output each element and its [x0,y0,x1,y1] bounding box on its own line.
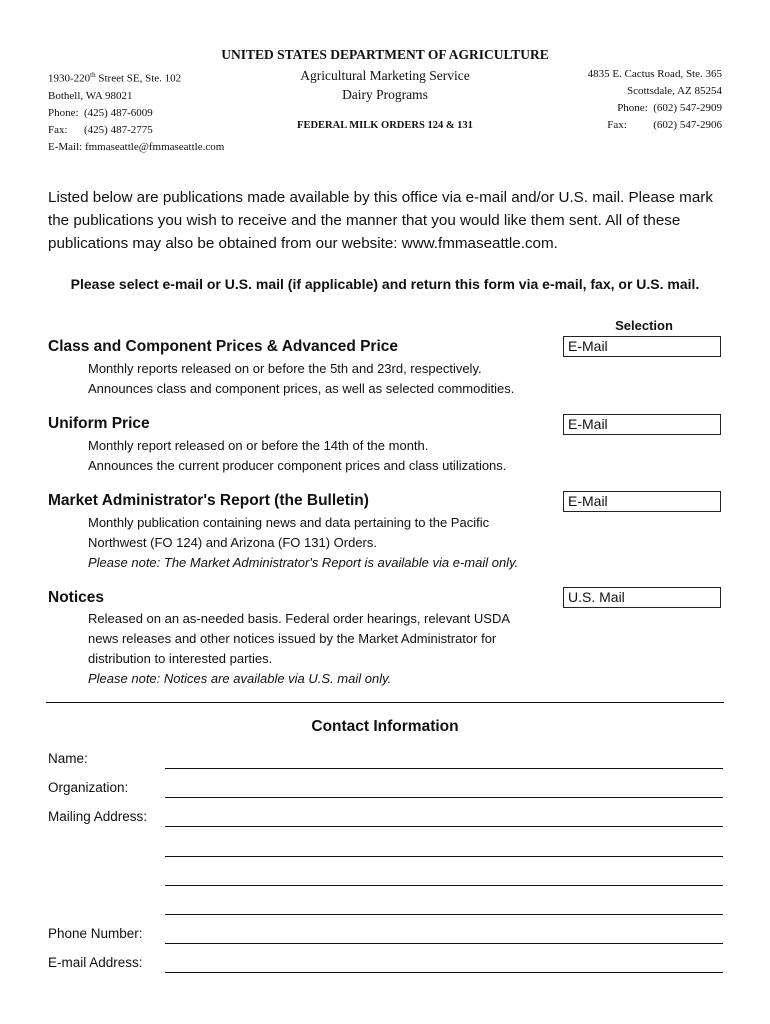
scottsdale-phone: Phone: (602) 547-2909 [617,102,722,114]
section-divider [46,702,724,703]
bothell-phone: Phone: (425) 487-6009 [48,106,153,119]
contact-info-title: Contact Information [311,718,459,735]
pub-title-uniform-price: Uniform Price [48,415,150,432]
mailing-address-label: Mailing Address: [48,809,148,824]
pub-desc-uniform-price: Monthly report released on or before the 14th of the month. Announces the current producer component prices and class utilizations. [88,438,507,473]
mailing-address-field-2[interactable] [165,834,723,857]
pub-title-notices: Notices [48,589,104,606]
selection-class-component-prices[interactable]: E-Mail [563,336,721,357]
phone-number-field[interactable] [165,921,723,944]
scottsdale-fax: Fax: (602) 547-2906 [607,119,722,131]
instruction-text: Please select e-mail or U.S. mail (if applicable) and return this form via e-mail, fax, or U.S. mail. [70,276,700,292]
scottsdale-office-address [588,66,722,134]
pub-note-market-administrator-report: Please note: The Market Administrator's Report is available via e-mail only. [88,555,519,570]
bothell-city: Bothell, WA 98021 [48,89,133,102]
email-address-field[interactable] [165,950,723,973]
agency-name: Agricultural Marketing Service [300,68,470,83]
bothell-office-address [48,67,224,156]
division-name: Dairy Programs [342,87,428,102]
email-address-label: E-mail Address: [48,955,143,970]
agency-header-title: UNITED STATES DEPARTMENT OF AGRICULTURE [221,47,549,62]
mailing-address-field-3[interactable] [165,863,723,886]
selection-notices[interactable]: U.S. Mail [563,587,721,608]
pub-title-class-component-prices: Class and Component Prices & Advanced Price [48,338,399,355]
selection-market-administrator-report[interactable]: E-Mail [563,491,721,512]
selection-uniform-price[interactable]: E-Mail [563,414,721,435]
name-label: Name: [48,751,88,766]
bothell-fax: Fax: (425) 487-2775 [48,123,153,136]
mailing-address-field-1[interactable] [165,804,723,827]
selection-column-header: Selection [615,318,673,333]
pub-note-notices: Please note: Notices are available via U.S. mail only. [88,671,392,686]
intro-paragraph: Listed below are publications made available by this office via e-mail and/or U.S. mail. Please mark the publications you wish to receive and the manner that you would like them sent. All of these publications may also be obtained from our website: www.fmmaseattle.com. [48,189,713,252]
organization-field[interactable] [165,775,723,798]
office-email: E-Mail: fmmaseattle@fmmaseattle.com [48,140,225,153]
agency-division [235,66,535,104]
pub-desc-market-administrator-report: Monthly publication containing news and data pertaining to the Pacific Northwest (FO 124) and Arizona (FO 131) Orders. Please note: The Market Administrator's Report is available via e-mail only. [88,513,558,573]
phone-number-label: Phone Number: [48,926,143,941]
milk-orders-label: FEDERAL MILK ORDERS 124 & 131 [297,120,473,131]
scottsdale-city: Scottsdale, AZ 85254 [626,85,722,97]
bothell-street: 1930-220th Street SE, Ste. 102 [48,71,182,85]
pub-desc-notices: Released on an as-needed basis. Federal order hearings, relevant USDA news releases and other notices issued by the Market Administrator for distribution to interested parties. Please note: Notices are available via U.S. mail only. [88,609,558,689]
scottsdale-street: 4835 E. Cactus Road, Ste. 365 [587,68,722,80]
pub-desc-class-component-prices: Monthly reports released on or before the 5th and 23rd, respectively. Announces class and component prices, as well as selected commodities. [88,361,515,396]
name-field[interactable] [165,746,723,769]
organization-label: Organization: [48,780,129,795]
pub-title-market-administrator-report: Market Administrator's Report (the Bulletin) [48,492,369,509]
mailing-address-field-4[interactable] [165,892,723,915]
